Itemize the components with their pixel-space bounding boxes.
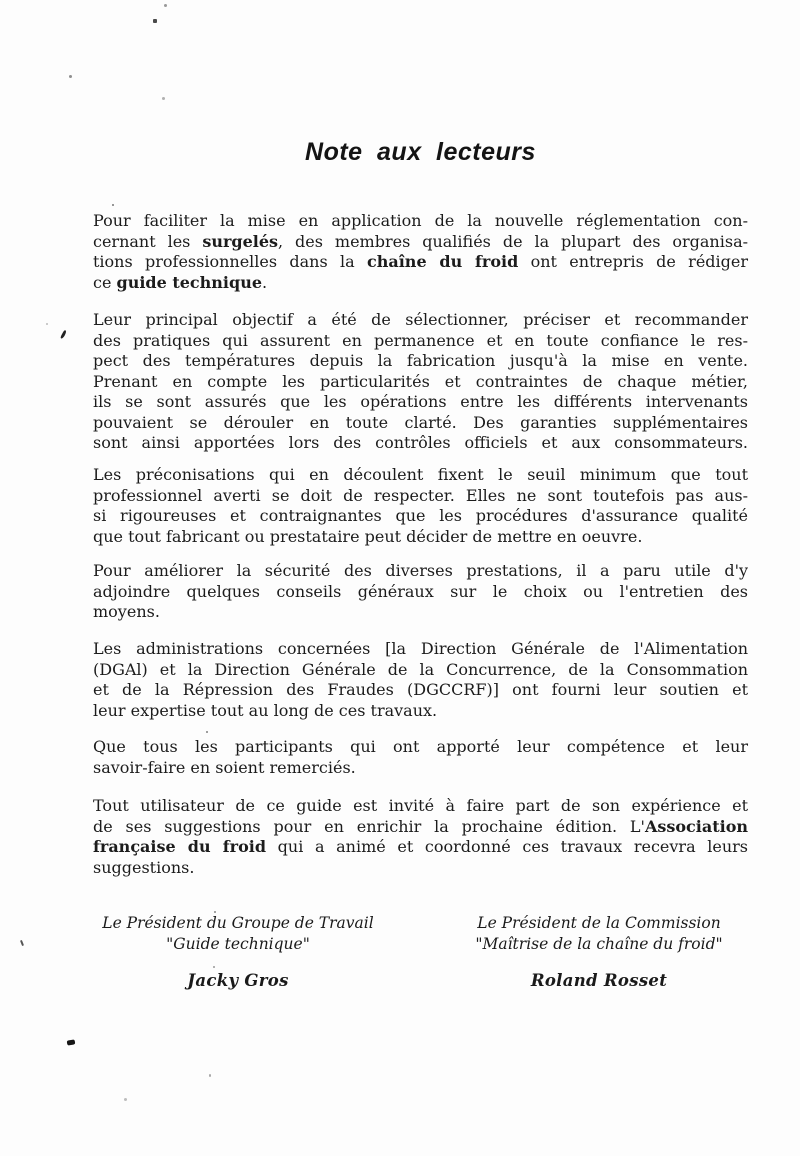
signature-role-line: "Maîtrise de la chaîne du froid" [475, 934, 723, 953]
paragraph-preconisations [93, 465, 748, 547]
scan-speck [112, 204, 114, 206]
signature-role-line: Le Président de la Commission [477, 914, 721, 932]
text-line: leur expertise tout au long de ces travaux. [93, 700, 438, 720]
text-line: des pratiques qui assurent en permanence et en toute confiance le res- [93, 330, 748, 350]
text-line: ils se sont assurés que les opérations entre les différents intervenants [93, 392, 748, 411]
text-line: Pour améliorer la sécurité des diverses prestations, il a paru utile d'y [93, 561, 748, 580]
text-line: ce guide technique. [93, 272, 268, 292]
paragraph-suggestions [93, 796, 748, 878]
text-line: (DGAl) et la Direction Générale de la Concurrence, de la Consommation [93, 659, 748, 679]
scan-ink-mark [67, 1039, 76, 1045]
scan-speck [69, 75, 72, 78]
text-line: que tout fabricant ou prestataire peut décider de mettre en oeuvre. [93, 526, 643, 546]
scan-speck [46, 323, 48, 325]
text-line: si rigoureuses et contraignantes que les procédures d'assurance qualité [93, 506, 748, 525]
paragraph-administrations [93, 639, 748, 721]
text-line: Leur principal objectif a été de sélectionner, préciser et recommander [93, 310, 748, 329]
scan-ink-mark [20, 940, 24, 946]
signature-role-line: "Guide technique" [166, 934, 310, 953]
scan-speck [206, 731, 208, 733]
text-line: pouvaient se dérouler en toute clarté. Des garanties supplémentaires [93, 412, 748, 432]
text-line: Prenant en compte les particularités et contraintes de chaque métier, [93, 371, 748, 391]
text-line: savoir-faire en soient remerciés. [93, 757, 356, 777]
text-line: française du froid qui a animé et coordonné ces travaux recevra leurs [93, 837, 748, 856]
text-line: Pour faciliter la mise en application de la nouvelle réglementation con- [93, 211, 748, 230]
scan-speck [209, 1074, 211, 1077]
paragraph-remerciements [93, 737, 748, 778]
signature-name: Roland Rosset [530, 971, 668, 990]
text-line: suggestions. [93, 857, 195, 877]
text-line: tions professionnelles dans la chaîne du froid ont entrepris de rédiger [93, 252, 749, 271]
scan-speck [164, 4, 167, 7]
text-line: et de la Répression des Fraudes (DGCCRF)] ont fourni leur soutien et [93, 680, 748, 699]
scan-speck [214, 911, 216, 913]
paragraph-securite [93, 561, 748, 623]
signature-right [449, 913, 749, 992]
text-line: Les administrations concernées [la Direction Générale de l'Alimentation [93, 639, 748, 658]
signature-role-line: Le Président du Groupe de Travail [102, 914, 374, 932]
scan-speck [213, 966, 215, 968]
text-line: Tout utilisateur de ce guide est invité à faire part de son expérience et [93, 796, 748, 815]
text-line: pect des températures depuis la fabrication jusqu'à la mise en vente. [93, 351, 748, 370]
text-line: Que tous les participants qui ont apporté leur compétence et leur [93, 737, 748, 756]
scan-speck [124, 1098, 127, 1101]
text-line: moyens. [93, 602, 160, 621]
paragraph-intro [93, 211, 748, 293]
scan-ink-mark [60, 330, 67, 339]
paragraph-objectif [93, 310, 748, 454]
scan-speck [153, 19, 157, 23]
text-line: Les préconisations qui en découlent fixent le seuil minimum que tout [93, 465, 748, 484]
text-line: professionnel averti se doit de respecter. Elles ne sont toutefois pas aus- [93, 485, 748, 505]
text-line: sont ainsi apportées lors des contrôles officiels et aux consommateurs. [93, 433, 748, 452]
page-title: Note aux lecteurs [305, 138, 536, 166]
text-line: adjoindre quelques conseils généraux sur le choix ou l'entretien des [93, 581, 748, 601]
signature-name: Jacky Gros [187, 971, 289, 990]
text-line: cernant les surgelés, des membres qualifiés de la plupart des organisa- [93, 231, 749, 251]
signature-left [88, 913, 388, 992]
text-line: de ses suggestions pour en enrichir la prochaine édition. L'Association [93, 816, 748, 836]
scan-speck [162, 97, 165, 100]
